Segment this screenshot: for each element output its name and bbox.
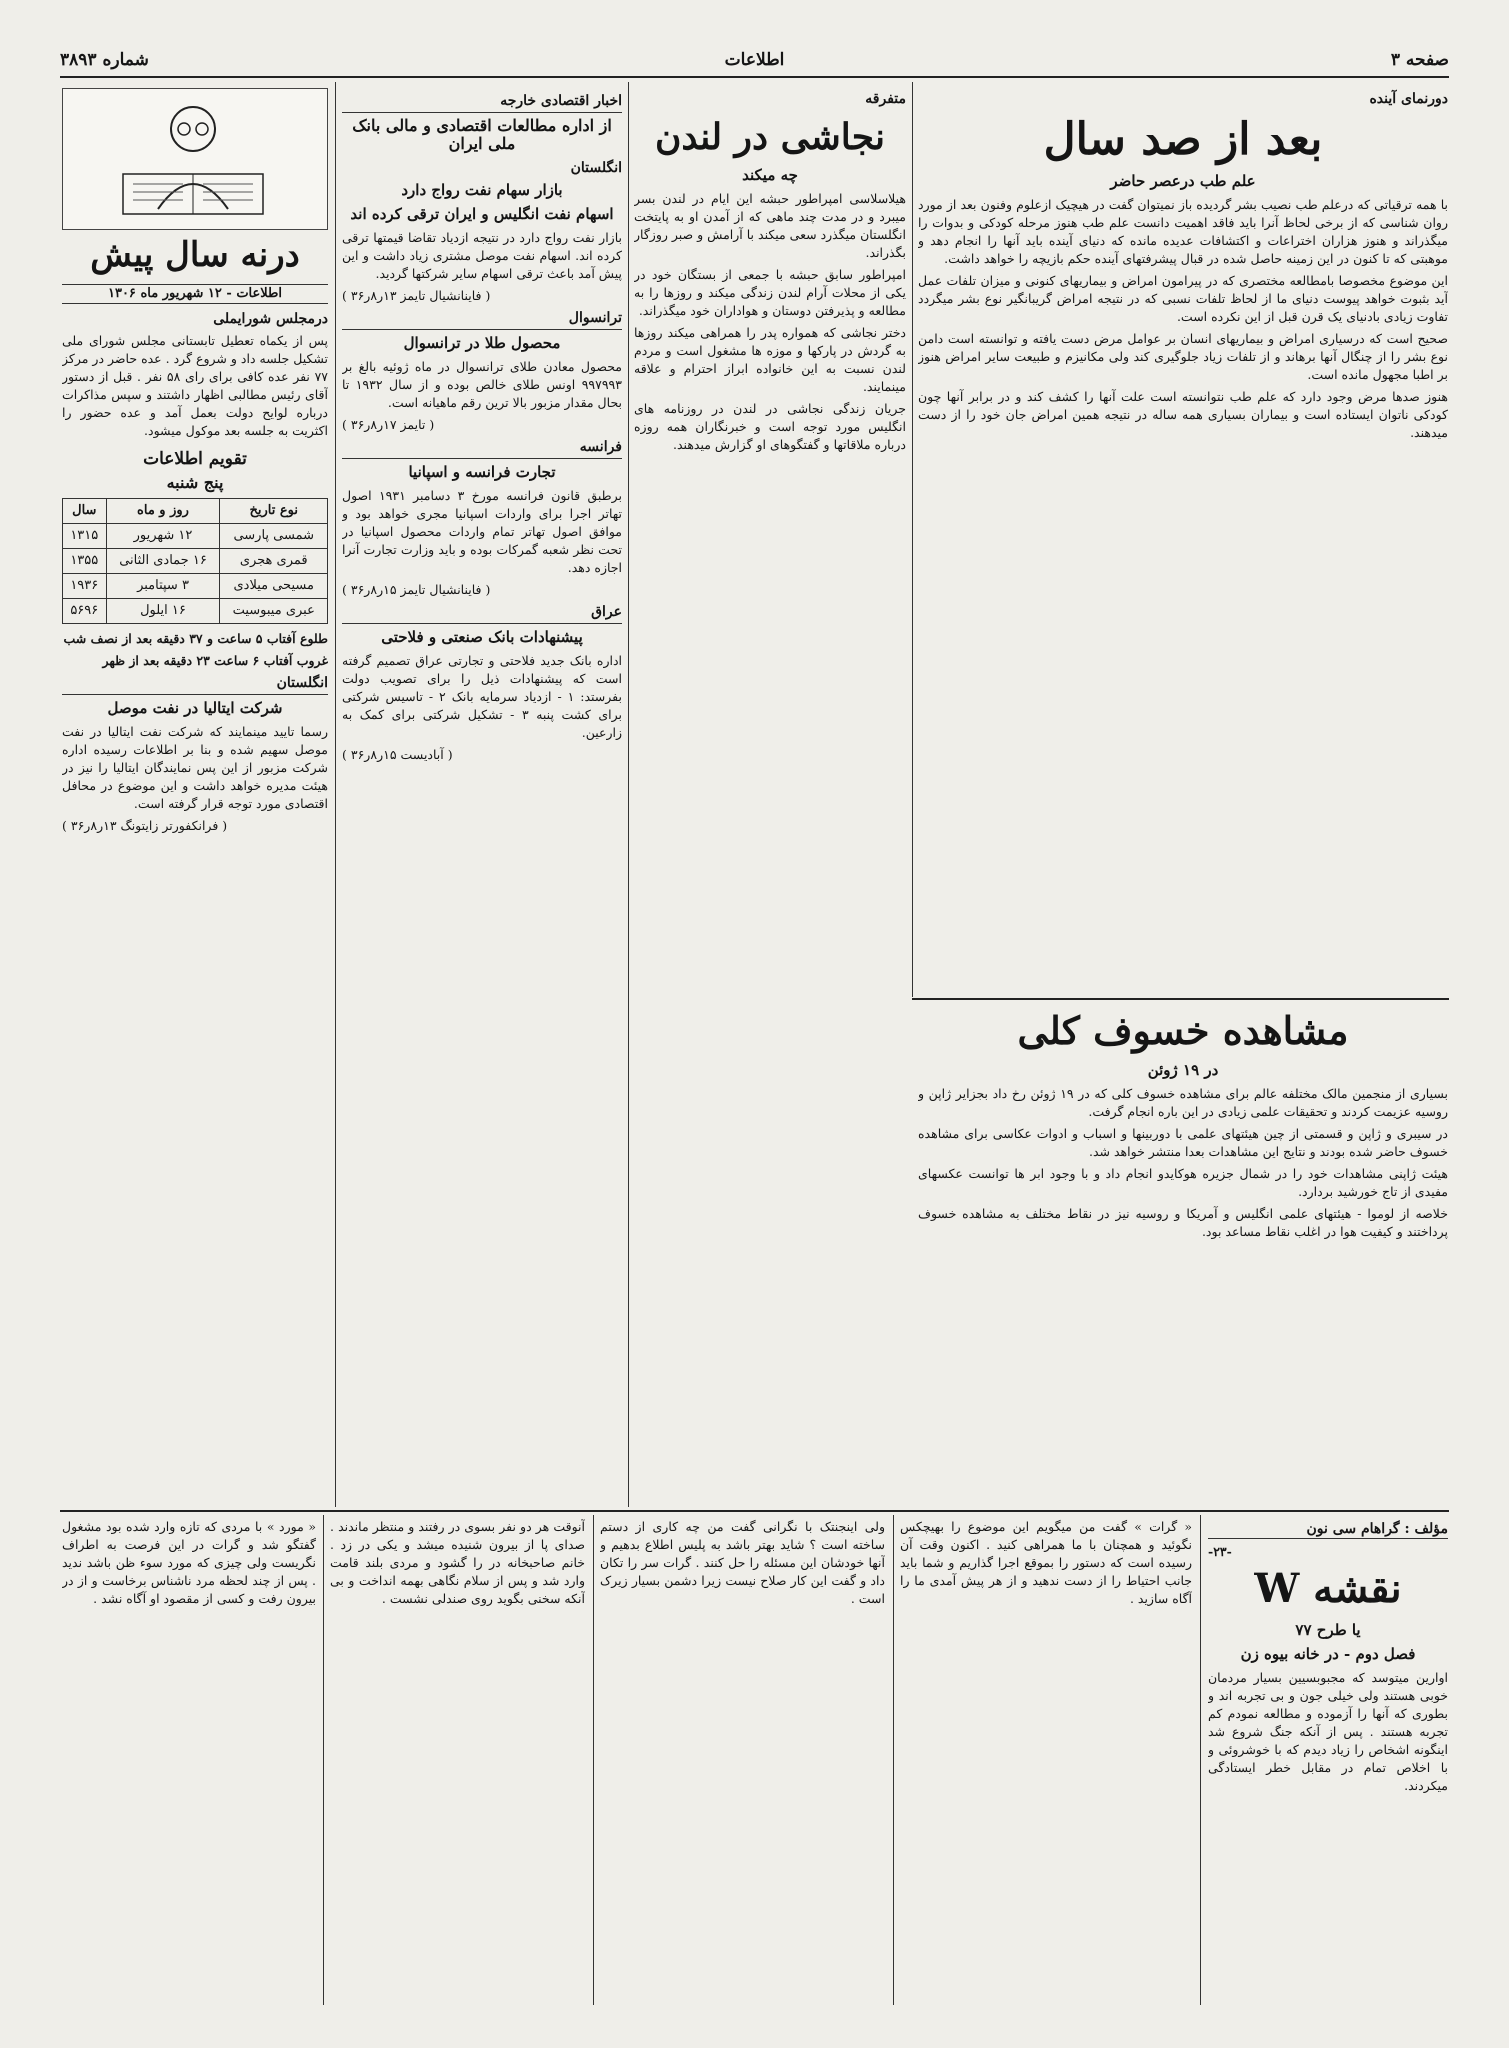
history-title: درنه سال پیش bbox=[90, 235, 300, 275]
country-label: ترانسوال bbox=[342, 309, 622, 330]
serial-plan: یا طرح ۷۷ bbox=[1295, 1621, 1361, 1639]
table-row bbox=[63, 549, 328, 574]
country-label: عراق bbox=[342, 603, 622, 624]
table-header: سال bbox=[63, 499, 107, 524]
article-negus-london bbox=[634, 88, 906, 1498]
serial-col5 bbox=[62, 1518, 316, 2008]
paragraph: پس از یکماه تعطیل تابستانی مجلس شورای ملی تشکیل جلسه داد و شروع گرد . عده حاضر در مرکز ۷۷ نفر عده کافی برای رای ۵۸ نفر . قبل از دستور آقای رئیس مطالبی اظهار داشتند و سپس مذاکرات درباره لوایح دولت بعمل آمد و عده حضور را اکثریت به جلسه بعد موکول میشود. bbox=[62, 333, 328, 438]
news-headline: بازار سهام نفت رواج دارد bbox=[401, 181, 563, 199]
table-cell: ۱۳۵۵ bbox=[63, 549, 107, 574]
table-cell: ۱۶ ایلول bbox=[106, 599, 220, 624]
article-kicker: دورنمای آینده bbox=[1369, 91, 1448, 107]
table-cell: مسیحی میلادی bbox=[220, 574, 328, 599]
serial-author: مؤلف : گراهام سی نون bbox=[1208, 1520, 1448, 1539]
news-headline: محصول طلا در ترانسوال bbox=[403, 334, 561, 352]
page-header bbox=[60, 50, 1449, 78]
article-future-medicine bbox=[918, 88, 1448, 988]
paragraph: رسما تایید مینمایند که شرکت نفت ایتالیا در نفت موصل سهیم شده و بنا بر اطلاعات رسیده اداره شرکت مزبور از این پس نمایندگان ایتالیا را نیز در هیئت مدیره خواهد داشت و این موضوع در محافل اقتصادی مورد توجه قرار گرفته است. bbox=[62, 724, 328, 811]
table-header: نوع تاریخ bbox=[220, 499, 328, 524]
table-row bbox=[63, 524, 328, 549]
economic-news bbox=[342, 88, 622, 1498]
paragraph: بسیاری از منجمین مالک مختلفه عالم برای مشاهده خسوف کلی که در ۱۹ ژوئن رخ داد بجزایر ژاپن و روسیه عزیمت کردند و تحقیقات علمی زیادی در این باره انجام گرفت. bbox=[918, 1086, 1448, 1119]
paragraph: « گرات » گفت من میگویم این موضوع را بهیچکس نگوئید و همچنان با ما همراهی کنید . اکنون وقت آن رسیده است که دستور را بموقع اجرا گذاریم و شما باید جانب احتیاط را از دست ندهید و از هر پیش آمدی ما را آگاه سازید . bbox=[900, 1519, 1192, 1606]
table-cell: ۱۲ شهریور bbox=[106, 524, 220, 549]
paragraph: امپراطور سابق حبشه با جمعی از بستگان خود در یکی از محلات آرام لندن زندگی میکند و روزها را به مطالعه و پذیرفتن دوستان و هواداران خود میگذراند. bbox=[634, 267, 906, 318]
table-cell: ۵۶۹۶ bbox=[63, 599, 107, 624]
serial-story-intro bbox=[1208, 1518, 1448, 2008]
news-date: ( فاینانشیال تایمز ۱۵ر۸ر۳۶ ) bbox=[342, 582, 491, 597]
country-label: انگلستان bbox=[570, 160, 622, 176]
paragraph: « مورد » با مردی که تازه وارد شده بود مشغول گفتگو شد و گرات در این فرصت به اطراف نگریست ولی چیزی که مورد سوء ظن باشد ندید . پس از چند لحظه مرد ناشناس برخاست و از در بیرون رفت و کسی از مقصود او آگاه نشد . bbox=[62, 1519, 316, 1606]
paragraph: این موضوع مخصوصا بامطالعه مختصری که در پیرامون امراض و بیماریهای کنونی و میزان تلفات عمل آید بثبوت خواهد پیوست دنیای ما از لحاظ تلفات نسبی که در نتیجه امراض گریبانگیر نوع بشر میگردد تفاوت زیادی بادنیای یک قرن قبل از این نکرده است. bbox=[918, 273, 1448, 324]
serial-chapter: فصل دوم - در خانه بیوه زن bbox=[1240, 1645, 1416, 1663]
article-subhead: چه میکند bbox=[742, 166, 798, 184]
article-eclipse bbox=[918, 1005, 1448, 1505]
news-headline: اسهام نفت انگلیس و ایران ترقی کرده اند bbox=[350, 205, 614, 223]
sunrise: طلوع آفتاب ۵ ساعت و ۳۷ دقیقه بعد از نصف شب bbox=[63, 631, 328, 646]
news-date: ( فاینانشیال تایمز ۱۳ر۸ر۳۶ ) bbox=[342, 288, 491, 303]
news-date: ( تایمز ۱۷ر۸ر۳۶ ) bbox=[342, 417, 435, 432]
news-source: از اداره مطالعات اقتصادی و مالی بانک ملی ایران bbox=[352, 116, 612, 153]
paragraph: اوارین میتوسد که مجبوبسیین بسیار مردمان خوبی هستند ولی خیلی جون و بی تجربه اند و بطوری که آنها را آزموده و مطالعه نمودم کم تجربه هستند . پس از آنکه جنگ شروع شد اینگونه اشخاص را زیاد دیدم که با خوشروئی و با اخلاص تمام در مقابل خطر ایستادگی میکردند. bbox=[1208, 1670, 1448, 1793]
article-headline: بعد از صد سال bbox=[1043, 114, 1323, 165]
reader-illustration bbox=[62, 88, 328, 230]
table-cell: ۳ سپتامبر bbox=[106, 574, 220, 599]
sunset: غروب آفتاب ۶ ساعت ۲۳ دقیقه بعد از ظهر bbox=[102, 653, 328, 668]
paragraph: بازار نفت رواج دارد در نتیجه ازدیاد تقاضا قیمتها ترقی کرده اند. اسهام نفت موصل مشتری زیاد داشت و این پیش آمد باعث ترقی اسهام سایر شرکتها گردید. bbox=[342, 230, 622, 281]
history-calendar-column bbox=[62, 88, 328, 1498]
reader-icon bbox=[63, 89, 327, 227]
news-date: ( فرانکفورتر زایتونگ ۱۳ر۸ر۳۶ ) bbox=[62, 818, 228, 833]
country-label: فرانسه bbox=[342, 438, 622, 459]
paragraph: اداره بانک جدید فلاحتی و تجارتی عراق تصمیم گرفته است که پیشنهادات ذیل را برای تصویب دولت بفرستد: ۱ - ازدیاد سرمایه بانک ۲ - تاسیس شرکتی برای کشت پنبه ۳ - تشکیل شرکتی برای کمک به زارعین. bbox=[342, 653, 622, 740]
table-cell: عبری میبوسیت bbox=[220, 599, 328, 624]
page-number: صفحه ۳ bbox=[1390, 50, 1449, 70]
weekday: پنج شنبه bbox=[166, 473, 224, 492]
table-row bbox=[63, 574, 328, 599]
masthead: اطلاعات bbox=[724, 50, 785, 70]
serial-col2 bbox=[900, 1518, 1192, 2008]
table-cell: قمری هجری bbox=[220, 549, 328, 574]
serial-col3 bbox=[600, 1518, 885, 2008]
serial-page: -۲۳- bbox=[1208, 1544, 1232, 1559]
paragraph: با همه ترقیاتی که درعلم طب نصیب بشر گردیده باز نمیتوان گفت در هیچیک ازعلوم وفنون بعد از مورد روان شناسی که از برخی لحاظ آنرا باید فاقد اهمیت دانست علم طب هنوز مرحله کودکی و بدوات را میگذراند و هنوز هزاران اختراعات و اکتشافات عدیده مانده که دنیای آینده باید آنها را انجام دهد و موهبتی که تا کنون در این زمینه حاصل شده در قبال پیشرفتهای آینده حکم بازیچه را خواهد داشت. bbox=[918, 197, 1448, 266]
news-headline: شرکت ایتالیا در نفت موصل bbox=[107, 699, 283, 717]
article-headline: نجاشی در لندن bbox=[654, 116, 886, 158]
paragraph: دختر نجاشی که همواره پدر را همراهی میکند روزها به گردش در پارکها و موزه ها مشغول است و مردم لندن نسبت به این خانواده ابراز احترام و علاقه مینمایند. bbox=[634, 325, 906, 394]
news-date: ( آبادیست ۱۵ر۸ر۳۶ ) bbox=[342, 747, 453, 762]
calendar-table bbox=[62, 498, 328, 624]
paragraph: آنوقت هر دو نفر بسوی در رفتند و منتظر ماندند . صدای پا از بیرون شنیده میشد و یکی در زد . خانم صاحبخانه در را گشود و مردی بلند قامت وارد شد و پس از سلام نگاهی بهمه انداخت و بی آنکه سخنی بگوید روی صندلی نشست . bbox=[330, 1519, 585, 1606]
table-header: روز و ماه bbox=[106, 499, 220, 524]
table-cell: شمسی پارسی bbox=[220, 524, 328, 549]
article-kicker: متفرقه bbox=[865, 91, 906, 107]
paragraph: هیلاسلاسی امپراطور حبشه این ایام در لندن بسر میبرد و در مدت چند ماهی که از آمدن او به پایتخت انگلستان میگذرد سعی میکند با آرامش و صبر روزگار بگذراند. bbox=[634, 191, 906, 260]
table-cell: ۱۹۳۶ bbox=[63, 574, 107, 599]
paragraph: خلاصه از لوموا - هیئتهای علمی انگلیس و آمریکا و روسیه نیز در نقاط مختلف به مشاهده خسوف پرداختند و کیفیت هوا در اغلب نقاط مساعد بود. bbox=[918, 1206, 1448, 1239]
paragraph: جریان زندگی نجاشی در لندن در روزنامه های انگلیس مورد توجه است و خبرنگاران همه روزه درباره ملاقاتها و گفتگوهای او گزارش میدهند. bbox=[634, 401, 906, 452]
country-label: انگلستان bbox=[62, 674, 328, 695]
paragraph: صحیح است که درسیاری امراض و بیماریهای انسان بر عوامل مرض دست یافته و توانسته است دامن نوع بشر را از چنگال آنها برهاند و از تلفات زیاد جلوگیری کند ولی مکانیزم و طبیعت سایر امراض هنوز بر اطبا مجهول مانده است. bbox=[918, 331, 1448, 382]
calendar-label: تقویم اطلاعات bbox=[143, 449, 247, 469]
history-date: اطلاعات - ۱۲ شهریور ماه ۱۳۰۶ bbox=[62, 284, 328, 304]
paragraph: هیئت ژاپنی مشاهدات خود را در شمال جزیره هوکایدو انجام داد و با وجود ابر ها توانست عکسهای مفیدی از تاج خورشید بردارد. bbox=[918, 1166, 1448, 1199]
table-row bbox=[63, 599, 328, 624]
table-cell: ۱۶ جمادی الثانی bbox=[106, 549, 220, 574]
paragraph: در سیبری و ژاپن و قسمتی از چین هیئتهای علمی با دوربینها و اسباب و ادوات عکاسی برای مشاهده خسوف حاضر شده بودند و نتایج این مشاهدات بعدا منتشر خواهد شد. bbox=[918, 1126, 1448, 1159]
article-subhead: علم طب درعصر حاضر bbox=[1110, 172, 1256, 190]
issue-number: شماره ۳۸۹۳ bbox=[60, 50, 149, 70]
news-headline: تجارت فرانسه و اسپانیا bbox=[408, 463, 556, 481]
paragraph: هنوز صدها مرض وجود دارد که علم طب نتوانسته است علت آنها را کشف کند و در برابر آنها چون کودکی ناتوان ایستاده است و بیماران بسیاری همه ساله در نتیجه همین امراض جان خود را از دست میدهند. bbox=[918, 389, 1448, 440]
serial-title: نقشه W bbox=[1254, 1565, 1402, 1612]
paragraph: برطبق قانون فرانسه مورخ ۳ دسامبر ۱۹۳۱ اصول تهاتر اجرا برای واردات اسپانیا مجری خواهد بود و موافق اصول تهاتر تمام واردات محصول اسپانیا در تحت نظر شعبه گمرکات بوده و باید وزارت تجارت آنرا اجازه دهد. bbox=[342, 488, 622, 575]
section-title: اخبار اقتصادی خارجه bbox=[342, 92, 622, 113]
article-headline: مشاهده خسوف کلی bbox=[1017, 1008, 1349, 1053]
serial-col4 bbox=[330, 1518, 585, 2008]
news-headline: پیشنهادات بانک صنعتی و فلاحتی bbox=[381, 628, 583, 646]
paragraph: ولی اینجنتک با نگرانی گفت من چه کاری از دستم ساخته است ؟ شاید بهتر باشد به پلیس اطلاع بدهیم و آنها خودشان این مسئله را حل کنند . گرات سر را تکان داد و گفت این کار صلاح نیست زیرا دشمن بسیار زیرک است . bbox=[600, 1519, 885, 1606]
table-cell: ۱۳۱۵ bbox=[63, 524, 107, 549]
history-headline: درمجلس شورایملی bbox=[213, 311, 328, 327]
paragraph: محصول معادن طلای ترانسوال در ماه ژوئیه بالغ بر ۹۹۷۹۹۳ اونس طلای خالص بوده و از سال ۱۹۳۲ تا بحال مقدار مزبور بالا ترین رقم ماهیانه است. bbox=[342, 359, 622, 410]
article-subhead: در ۱۹ ژوئن bbox=[1147, 1061, 1219, 1079]
